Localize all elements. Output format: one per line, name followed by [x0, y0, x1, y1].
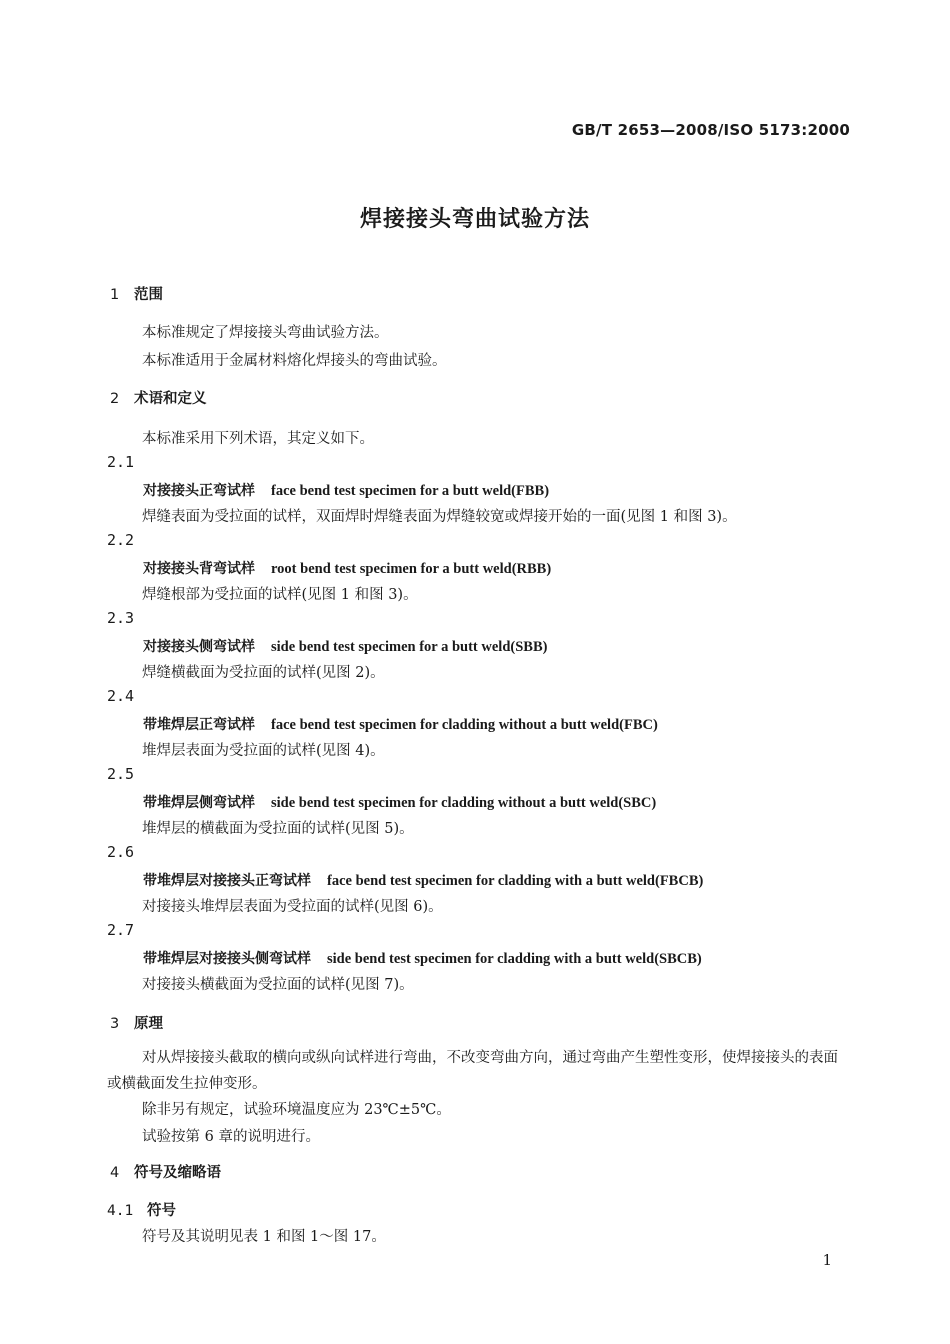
- term-title: [143, 480, 549, 500]
- section-number: 4: [110, 1165, 120, 1181]
- term-definition: 对接接头横截面为受拉面的试样(见图 7)。: [142, 977, 414, 993]
- page-title: 焊接接头弯曲试验方法: [359, 207, 590, 232]
- section-title: 术语和定义: [134, 391, 207, 407]
- term-title: [143, 870, 703, 890]
- term-title-en: root bend test specimen for a butt weld(RBB): [271, 561, 552, 577]
- terms-intro: 本标准采用下列术语，其定义如下。: [142, 431, 374, 447]
- term-title: [143, 792, 656, 812]
- principle-paragraph-3: 试验按第 6 章的说明进行。: [142, 1129, 320, 1145]
- principle-paragraph-1: 对从焊接接头截取的横向或纵向试样进行弯曲，不改变弯曲方向，通过弯曲产生塑性变形，使焊接接头的表面或横截面发生拉伸变形。: [107, 1050, 838, 1092]
- term-title-zh: 带堆焊层对接接头正弯试样: [143, 873, 311, 889]
- term-number: 2.7: [107, 921, 135, 939]
- subsection-number: 4.1: [107, 1203, 134, 1219]
- scope-paragraph-2: 本标准适用于金属材料熔化焊接头的弯曲试验。: [142, 353, 447, 369]
- section-heading-symbols: [110, 1161, 221, 1182]
- section-heading-terms: [110, 387, 207, 408]
- section-title: 原理: [134, 1016, 163, 1032]
- term-title: [143, 948, 702, 968]
- term-definition: 对接接头堆焊层表面为受拉面的试样(见图 6)。: [142, 899, 443, 915]
- term-title-zh: 对接接头侧弯试样: [143, 639, 255, 655]
- term-definition: 堆焊层的横截面为受拉面的试样(见图 5)。: [142, 821, 414, 837]
- subsection-title: 符号: [147, 1203, 176, 1219]
- standard-code: GB/T 2653—2008/ISO 5173:2000: [571, 121, 850, 139]
- term-title-zh: 带堆焊层对接接头侧弯试样: [143, 951, 311, 967]
- term-title-en: side bend test specimen for cladding with a butt weld(SBCB): [327, 951, 702, 967]
- term-definition: 焊缝表面为受拉面的试样，双面焊时焊缝表面为焊缝较宽或焊接开始的一面(见图 1 和图 3)。: [142, 509, 737, 525]
- subsection-heading-symbols: [107, 1199, 176, 1220]
- scope-paragraph-1: 本标准规定了焊接接头弯曲试验方法。: [142, 325, 389, 341]
- term-definition: 焊缝根部为受拉面的试样(见图 1 和图 3)。: [142, 587, 418, 603]
- term-number: 2.6: [107, 843, 135, 861]
- section-number: 3: [110, 1016, 120, 1032]
- term-definition: 堆焊层表面为受拉面的试样(见图 4)。: [142, 743, 385, 759]
- symbols-paragraph: 符号及其说明见表 1 和图 1～图 17。: [142, 1229, 386, 1245]
- section-heading-principle: [110, 1012, 163, 1033]
- term-title-zh: 带堆焊层侧弯试样: [143, 795, 255, 811]
- term-number: 2.4: [107, 687, 135, 705]
- term-title-en: side bend test specimen for a butt weld(SBB): [271, 639, 548, 655]
- principle-paragraph-2: 除非另有规定，试验环境温度应为 23℃±5℃。: [142, 1102, 451, 1118]
- section-heading-scope: [110, 283, 163, 304]
- term-number: 2.2: [107, 531, 135, 549]
- term-title-en: face bend test specimen for cladding with a butt weld(FBCB): [327, 873, 704, 889]
- section-number: 1: [110, 287, 120, 303]
- term-number: 2.5: [107, 765, 135, 783]
- term-title-zh: 对接接头正弯试样: [143, 483, 255, 499]
- term-title-zh: 对接接头背弯试样: [143, 561, 255, 577]
- term-number: 2.1: [107, 453, 135, 471]
- term-title: [143, 636, 547, 656]
- section-number: 2: [110, 391, 120, 407]
- term-definition: 焊缝横截面为受拉面的试样(见图 2)。: [142, 665, 385, 681]
- term-title-zh: 带堆焊层正弯试样: [143, 717, 255, 733]
- term-number: 2.3: [107, 609, 135, 627]
- section-title: 符号及缩略语: [134, 1165, 221, 1181]
- page-number: 1: [822, 1251, 832, 1269]
- term-title-en: face bend test specimen for a butt weld(FBB): [271, 483, 550, 499]
- section-title: 范围: [134, 287, 163, 303]
- term-title-en: face bend test specimen for cladding without a butt weld(FBC): [271, 717, 658, 733]
- term-title: [143, 714, 658, 734]
- term-title-en: side bend test specimen for cladding without a butt weld(SBC): [271, 795, 657, 811]
- term-title: [143, 558, 551, 578]
